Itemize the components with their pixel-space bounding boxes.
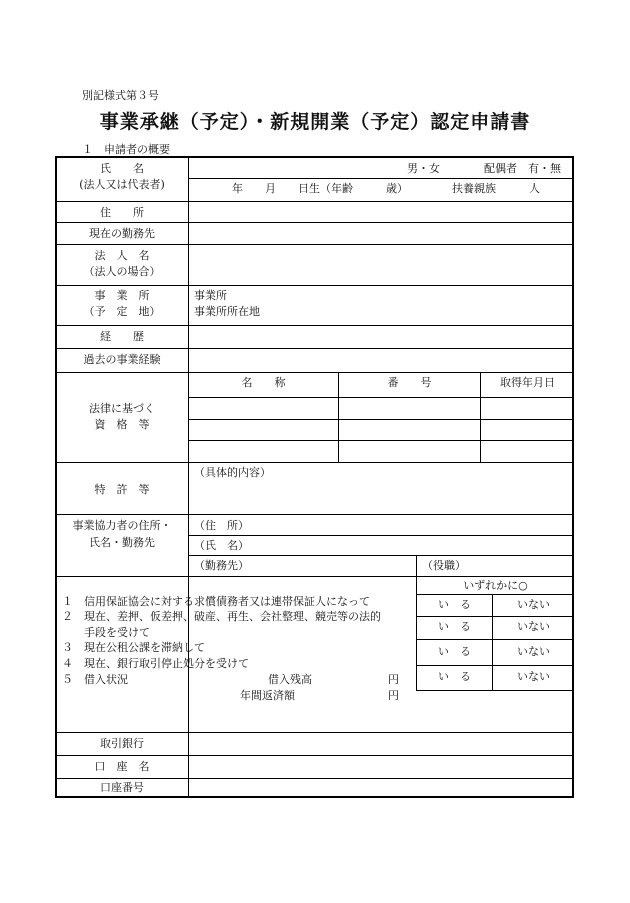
declaration-item-4: ４ 現在、銀行取引停止処分を受けて	[62, 657, 249, 670]
choice-header: いずれかに○	[463, 579, 528, 592]
row-line	[56, 462, 574, 463]
row-line	[56, 372, 574, 373]
coop-post-field[interactable]: （役職）	[422, 559, 466, 572]
annual-repay-label: 年間返済額	[240, 689, 295, 702]
choice-row-line	[416, 639, 574, 640]
row-line	[56, 732, 574, 733]
loan-balance-unit: 円	[388, 673, 399, 686]
office-label: 事 業 所	[94, 289, 150, 302]
corp-name-sub-label: （法人の場合）	[83, 265, 161, 278]
declaration-item-3: ３ 現在公租公課を滞納して	[62, 641, 205, 654]
coop-address-field[interactable]: （住 所）	[194, 519, 249, 532]
choice-header-line	[416, 594, 574, 595]
bank-label: 取引銀行	[100, 737, 144, 750]
account-name-label: 口 座 名	[94, 760, 150, 773]
declaration-item-2: ２ 現在、差押、仮差押、破産、再生、会社整理、競売等の法的	[62, 610, 381, 623]
row-line	[56, 244, 574, 245]
spouse-field[interactable]: 配偶者 有・無	[484, 162, 561, 175]
workplace-label: 現在の勤務先	[89, 227, 155, 240]
office-sub-label: （予 定 地）	[83, 305, 161, 318]
choice-row-line	[416, 690, 574, 691]
coop-end-line	[56, 576, 416, 577]
option-no-4[interactable]: いない	[517, 670, 550, 683]
option-no-1[interactable]: いない	[517, 598, 550, 611]
declaration-item-2-cont: 手段を受けて	[62, 626, 150, 639]
corp-name-label: 法 人 名	[94, 249, 150, 262]
license-sub-label: 資 格 等	[94, 418, 150, 431]
applicant-mid-line	[189, 178, 574, 179]
option-no-2[interactable]: いない	[517, 620, 550, 633]
career-label: 経 歴	[100, 330, 144, 343]
license-name-header: 名 称	[241, 376, 286, 389]
choice-row-line	[416, 665, 574, 666]
coop-row-line	[189, 535, 574, 536]
label-column-divider	[188, 157, 189, 797]
license-row-line	[189, 440, 574, 441]
loan-balance-label: 借入残高	[268, 673, 312, 686]
declaration-item-5: ５ 借入状況	[62, 673, 128, 686]
row-line	[56, 778, 574, 779]
coop-label: 事業協力者の住所・	[72, 519, 172, 532]
coop-sub-label: 氏名・勤務先	[89, 536, 155, 549]
coop-workplace-field[interactable]: （勤務先）	[194, 559, 249, 572]
page-title: 事業承継（予定）・新規開業（予定）認定申請書	[99, 111, 531, 133]
birth-date-field[interactable]: 年 月 日生（年齢 歳）	[232, 182, 408, 195]
row-line	[56, 285, 574, 286]
row-line	[56, 201, 574, 202]
office-name-field[interactable]: 事業所	[194, 289, 227, 302]
choice-row-line	[416, 616, 574, 617]
license-number-header: 番 号	[387, 376, 432, 389]
coop-name-field[interactable]: （氏 名）	[194, 539, 249, 552]
option-no-3[interactable]: いない	[517, 645, 550, 658]
row-line	[56, 325, 574, 326]
patent-detail-field[interactable]: （具体的内容）	[194, 466, 271, 479]
license-row-line	[189, 397, 574, 398]
dependents-field[interactable]: 扶養親族 人	[452, 182, 540, 195]
office-location-field[interactable]: 事業所所在地	[194, 305, 260, 318]
option-yes-1[interactable]: い る	[438, 598, 471, 611]
option-yes-2[interactable]: い る	[438, 620, 471, 633]
row-line	[56, 348, 574, 349]
declaration-item-1: １ 信用保証協会に対する求償債務者又は連帯保証人になって	[62, 595, 370, 608]
address-label: 住 所	[100, 206, 144, 219]
coop-end-line	[416, 576, 574, 577]
account-number-label: 口座番号	[100, 781, 144, 794]
row-line	[56, 755, 574, 756]
coop-row-line	[189, 555, 574, 556]
patent-label: 特 許 等	[94, 483, 150, 496]
gender-field[interactable]: 男・女	[407, 162, 440, 175]
option-yes-4[interactable]: い る	[438, 670, 471, 683]
name-sub-label: (法人又は代表者)	[79, 178, 165, 191]
license-date-header: 取得年月日	[500, 376, 555, 389]
option-yes-3[interactable]: い る	[438, 645, 471, 658]
section-heading: １ 申請者の概要	[82, 143, 170, 156]
form-number: 別記様式第３号	[82, 89, 159, 102]
annual-repay-unit: 円	[388, 689, 399, 702]
row-line	[56, 514, 574, 515]
license-row-line	[189, 419, 574, 420]
row-line	[56, 222, 574, 223]
name-label: 氏 名	[100, 162, 144, 175]
past-experience-label: 過去の事業経験	[83, 353, 161, 366]
license-label: 法律に基づく	[89, 402, 155, 415]
